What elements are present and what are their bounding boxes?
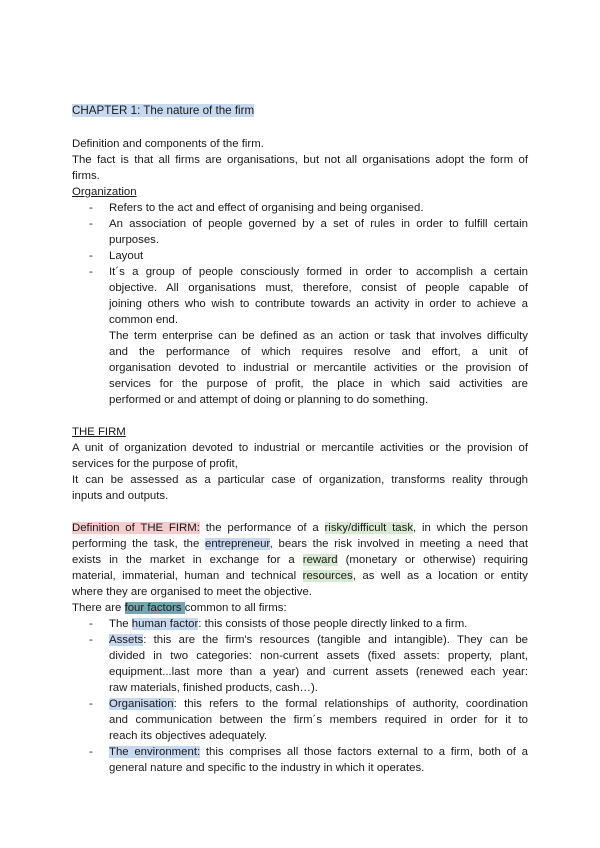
enterprise-paragraph: performed or and attempt of doing or planning to do something. [109, 394, 429, 406]
firm-line: inputs and outputs. [72, 490, 169, 502]
highlight-entrepreneur: entrepreneur [205, 538, 270, 550]
organization-heading: Organization [72, 186, 137, 198]
factor-text: general nature and specific to the industry in which it operates. [109, 762, 425, 774]
definition-line: where they are organised to meet the objective. [72, 586, 312, 598]
firm-line: services for the purpose of profit, [72, 458, 238, 470]
bullet-text: common end. [109, 314, 179, 326]
factor-text: Assets: this are the firm's resources (tangible and intangible). They can be [109, 634, 528, 646]
enterprise-paragraph: The term enterprise can be defined as an action or task that involves difficulty [109, 330, 528, 342]
bullet-dash: - [89, 634, 93, 646]
highlight-four-factors: four factors [124, 602, 185, 614]
bullet-text: joining others who wish to contribute towards an activity in order to achieve a [109, 298, 528, 310]
definition-line: Definition of THE FIRM: the performance of a risky/difficult task, in which the person [72, 522, 529, 534]
firm-line: A unit of organization devoted to industrial or mercantile activities or the provision of [72, 442, 528, 454]
enterprise-paragraph: and the performance of which requires resolve and effort, a unit of [109, 346, 528, 358]
factor-text: The environment: this comprises all those factors external to a firm, both of a [109, 746, 528, 758]
highlight-reward: reward [302, 554, 338, 566]
definition-line: performing the task, the entrepreneur, bears the risk involved in meeting a need that [72, 538, 529, 550]
highlight-human-factor: human factor [131, 618, 199, 630]
bullet-dash: - [89, 218, 93, 230]
bullet-dash: - [89, 250, 93, 262]
enterprise-paragraph: services for the purpose of profit, the place in which said activities are [109, 378, 528, 390]
intro-line: firms. [72, 170, 100, 182]
factor-text: reach its objectives adequately. [109, 730, 268, 742]
definition-label: Definition of THE FIRM: [72, 522, 200, 534]
factor-text: divided in two categories: non-current assets (fixed assets: property, plant, [109, 650, 528, 662]
factor-text: raw materials, finished products, cash…). [109, 682, 318, 694]
highlight-assets: Assets [109, 634, 144, 646]
highlight-organisation: Organisation [109, 698, 174, 710]
bullet-text: It´s a group of people consciously formed in order to accomplish a certain [109, 266, 528, 278]
bullet-dash: - [89, 266, 93, 278]
bullet-text: Refers to the act and effect of organising and being organised. [109, 202, 424, 214]
definition-line: There are four factors common to all firms: [72, 602, 287, 614]
bullet-dash: - [89, 618, 93, 630]
bullet-dash: - [89, 698, 93, 710]
enterprise-paragraph: organisation devoted to industrial or mercantile activities or the provision of [109, 362, 528, 374]
highlight-risky-task: risky/difficult task [324, 522, 414, 534]
definition-line: material, immaterial, human and technical resources, as well as a location or entity [72, 570, 528, 582]
definition-line: exists in the market in exchange for a reward (monetary or otherwise) requiring [72, 554, 528, 566]
chapter-title: CHAPTER 1: The nature of the firm [72, 104, 255, 117]
intro-line: The fact is that all firms are organisations, but not all organisations adopt the form of [72, 154, 528, 166]
firm-line: It can be assessed as a particular case of organization, transforms reality through [72, 474, 528, 486]
highlight-resources: resources [302, 570, 353, 582]
highlight-environment: The environment: [109, 746, 201, 758]
bullet-text: Layout [109, 250, 144, 262]
factor-text: The human factor: this consists of those people directly linked to a firm. [109, 618, 468, 630]
bullet-text: purposes. [109, 234, 160, 246]
bullet-dash: - [89, 202, 93, 214]
intro-heading: Definition and components of the firm. [72, 138, 264, 150]
factor-text: Organisation: this refers to the formal relationships of authority, coordination [109, 698, 528, 710]
factor-text: and communication between the firm´s members required in order for it to [109, 714, 528, 726]
firm-heading: THE FIRM [72, 426, 126, 438]
bullet-text: objective. All organisations must, therefore, consist of people capable of [109, 282, 528, 294]
bullet-dash: - [89, 746, 93, 758]
factor-text: equipment...last more than a year) and current assets (renewed each year: [109, 666, 528, 678]
bullet-text: An association of people governed by a set of rules in order to fulfill certain [109, 218, 528, 230]
